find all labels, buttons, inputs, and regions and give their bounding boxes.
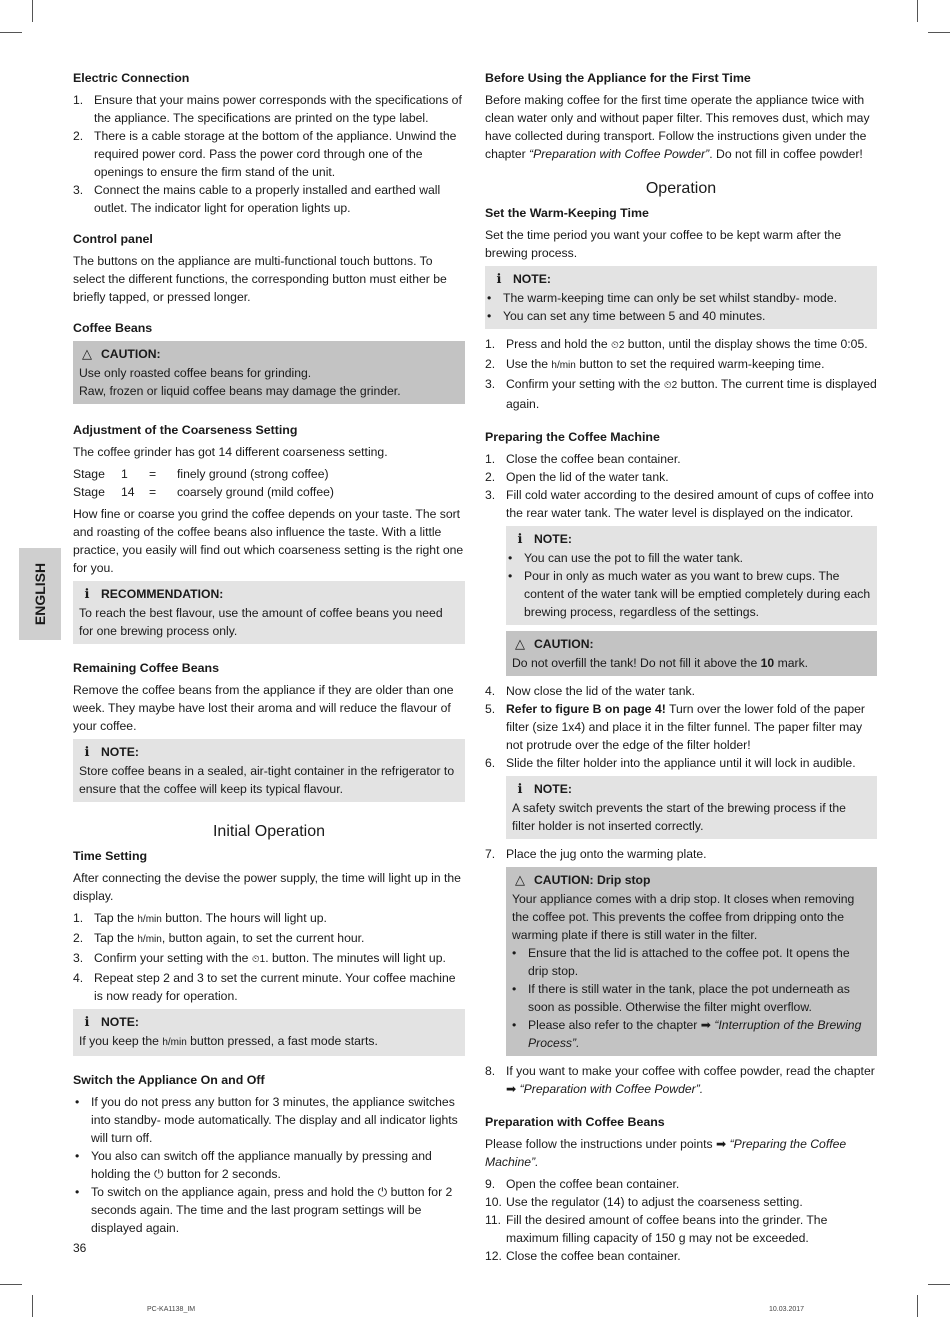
note-box: ℹ NOTE: Store coffee beans in a sealed, air-tight container in the refrigerator to ensure that the coffee will keep its typical flavour. [73, 739, 465, 802]
info-icon: ℹ [84, 1014, 90, 1029]
left-column: Electric Connection 1. Ensure that your mains power corresponds with the specifications of the appliance. The specifications are printed on the type label. 2. There is a cable storage at the bottom of the appliance. Unwind the required power cord. Pass the power cord through one of the openings to ensure the firm stand of the unit. 3. Connect the mains cable to a properly installed and earthed wall outlet. The indicator light for operation lights up. Control panel The buttons on the appliance are multi-functional touch buttons. To select the different functions, the corresponding button must either be briefly tapped, or pressed longer. Coffee Beans △ CAUTION: Use only roasted coffee beans for grinding. Raw, frozen or liquid coffee beans may damage the grinder. Adjustment of the Coarseness Setting The coffee grinder has got 14 different coarseness setting. Stage 1 = finely ground (strong coffee) Stage 14 = coarsely ground (mild coffee) How fine or coarse you grind the coffee depends on your taste. The sort and roasting of the coffee beans also influence the taste. With a little practice, you easily will find out which coarseness setting is the right one for you. ℹ RECOMMENDATION: To reach the best flavour, use the amount of coffee beans you need for one brewing process only. Remaining Coffee Beans Remove the coffee beans from the appliance if they are older than one week. They maybe have lost their aroma and will reduce the flavour of your coffee. ℹ NOTE: Store coffee beans in a sealed, air-tight container in the refrigerator to ensure that the coffee will keep its typical flavour. Initial Operation Time Setting After connecting the devise the power supply, the time will light up in the display. 1. Tap the h/min button. The hours will light up. 2. Tap the h/min, button again, to set the current hour. 3. Confirm your setting with the ⏲1. button. The minutes will light up. 4. Repeat step 2 and 3 to set the current minute. Your coffee machine is now ready for operation. ℹ NOTE: If you keep the h/min button pressed, a fast mode starts. Switch the Appliance On and Off • If you do not press any button for 3 minutes, the appliance switches into standby- mode automatically. The display and all indicator lights will turn off. • You also can switch off the appliance manually by pressing and holding the ⏻ button for 2 seconds. • To switch on the appliance again, press and hold the ⏻ button for 2 seconds again. The time and the last program settings will be displayed again. [73, 70, 465, 1237]
coarse-title: Adjustment of the Coarseness Setting [73, 423, 298, 437]
list-item: 7. Place the jug onto the warming plate. [485, 847, 707, 861]
list-item: 12. Close the coffee bean container. [485, 1249, 681, 1263]
warning-icon: △ [515, 872, 525, 887]
list-item: 8. If you want to make your coffee with coffee powder, read the chapter ➡ “Preparation with Coffee Powder”. [485, 1064, 875, 1096]
info-icon: ℹ [84, 586, 90, 601]
power-icon: ⏻ [377, 1185, 388, 1199]
list-item: • You can set any time between 5 and 40 minutes. [485, 307, 871, 325]
list-item: 1. Tap the h/min button. The hours will light up. [73, 911, 327, 925]
time-setting-title: Time Setting [73, 849, 148, 863]
switch-title: Switch the Appliance On and Off [73, 1073, 265, 1087]
info-icon: ℹ [496, 271, 502, 286]
right-column: Before Using the Appliance for the First Time Before making coffee for the first time operate the appliance twice with clean water only and without paper filter. This removes dust, which may have collected during transport. Follow the instructions given under the chapter “Preparation with Coffee Powder”. Do not fill in coffee powder! Operation Set the Warm-Keeping Time Set the time period you want your coffee to be kept warm after the brewing process. ℹ NOTE: • The warm-keeping time can only be set whilst standby- mode. • You can set any time between 5 and 40 minutes. 1. Press and hold the ⏲2 button, until the display shows the time 0:05. 2. Use the h/min button to set the required warm-keeping time. 3. Confirm your setting with the ⏲2 button. The current time is displayed again. Preparing the Coffee Machine 1. Close the coffee bean container. 2. Open the lid of the water tank. 3. Fill cold water according to the desired amount of cups of coffee into the rear water tank. The water level is displayed on the indicator. ℹ NOTE: • You can use the pot to fill the water tank. • Pour in only as much water as you want to brew cups. The content of the water tank will be emptied completely during each brewing process, regardless of the settings. △ CAUTION: Do not overfill the tank! Do not fill it above the 10 mark. 4. Now close the lid of the water tank. 5. Refer to figure B on page 4! Turn over the lower fold of the paper filter (size 1x4) and place it in the filter funnel. The paper filter may not protrude over the edge of the filter holder! 6. Slide the filter holder into the appliance until it will lock in audible. ℹ NOTE: A safety switch prevents the start of the brewing process if the filter holder is not inserted correctly. 7. Place the jug onto the warming plate. △ CAUTION: Drip stop Your appliance comes with a drip stop. It closes when removing the coffee pot. This prevents the coffee from dripping onto the warming plate if there is still water in the filter. • Ensure that the lid is attached to the coffee pot. It opens the drip stop. • If there is still water in the tank, place the pot underneath as soon as possible. Otherwise the filter might overflow. • Please also refer to the chapter ➡ “Interruption of the Brewing Process”. 8. If you want to make your coffee with coffee powder, read the chapter ➡ “Preparation with Coffee Powder”. Preparation with Coffee Beans Please follow the instructions under points ➡ “Preparing the Coffee Machine”. 9. Open the coffee bean container. 10. Use the regulator (14) to adjust the coarseness setting. 11. Fill the desired amount of coffee beans into the grinder. The maximum filling capacity of 150 g may not be exceeded. 12. Close the coffee bean container. [485, 70, 877, 1265]
list-item: 3. Fill cold water according to the desired amount of cups of coffee into the rear water tank. The water level is displayed on the indicator. [485, 488, 874, 520]
control-title: Control panel [73, 232, 153, 246]
crop-mark [917, 0, 918, 22]
list-item: • Ensure that the lid is attached to the coffee pot. It opens the drip stop. [510, 944, 871, 980]
crop-mark [0, 32, 22, 33]
crop-mark [32, 0, 33, 22]
hour-minute-icon: h/min [162, 1037, 187, 1048]
control-text: The buttons on the appliance are multi-functional touch buttons. To select the different functions, the corresponding button must either be briefly tapped, or pressed longer. [73, 254, 447, 304]
section-title: Initial Operation [212, 823, 326, 840]
list-item: 3. Confirm your setting with the ⏲2 button. The current time is displayed again. [485, 377, 877, 411]
language-tab [19, 548, 61, 640]
note-box: ℹ NOTE: If you keep the h/min button pressed, a fast mode starts. [73, 1009, 465, 1056]
warning-icon: △ [82, 346, 92, 361]
list-item: • If there is still water in the tank, place the pot underneath as soon as possible. Otherwise the filter might overflow. [510, 980, 871, 1016]
list-item: 3. Confirm your setting with the ⏲1. button. The minutes will light up. [73, 951, 446, 965]
list-item: • Please also refer to the chapter ➡ “Interruption of the Brewing Process”. [510, 1016, 871, 1052]
note-box: ℹ NOTE: A safety switch prevents the start of the brewing process if the filter holder is not inserted correctly. [506, 776, 877, 839]
list-item: 1. Close the coffee bean container. [485, 452, 681, 466]
list-item: • You can use the pot to fill the water tank. [506, 549, 871, 567]
switch-list [73, 1093, 465, 1237]
warning-icon: △ [515, 636, 525, 651]
info-icon: ℹ [84, 744, 90, 759]
list-item: 6. Slide the filter holder into the appliance until it will lock in audible. [485, 756, 856, 770]
caution-box: △ CAUTION: Do not overfill the tank! Do not fill it above the 10 mark. [506, 631, 877, 676]
stage-row: Stage 1 = finely ground (strong coffee) [73, 467, 329, 481]
section-title: Operation [645, 180, 717, 197]
note-box: ℹ NOTE: • The warm-keeping time can only be set whilst standby- mode. • You can set any time between 5 and 40 minutes. [485, 266, 877, 329]
timer-icon: ⏲1 [251, 954, 266, 965]
list-item: 4. Now close the lid of the water tank. [485, 684, 696, 698]
page-number: 36 [73, 1241, 87, 1255]
list-item: 2. Use the h/min button to set the required warm-keeping time. [485, 357, 825, 371]
list-item: 2. Open the lid of the water tank. [485, 470, 669, 484]
stage-table [73, 465, 465, 501]
power-icon: ⏻ [154, 1167, 164, 1181]
list-item: 1. Ensure that your mains power corresponds with the specifications of the appliance. The specifications are printed on the type label. [73, 93, 462, 125]
preparing-title: Preparing the Coffee Machine [485, 430, 660, 444]
list-item: 11. Fill the desired amount of coffee beans into the grinder. The maximum filling capacity of 150 g may not be exceeded. [485, 1213, 828, 1245]
list-item: 2. Tap the h/min, button again, to set the current hour. [73, 931, 365, 945]
list-item: • You also can switch off the appliance manually by pressing and holding the ⏻ button for 2 seconds. [73, 1147, 465, 1183]
timer-icon: ⏲2 [611, 340, 625, 351]
footer-date: 10.03.2017 [769, 1306, 805, 1313]
list-item: 9. Open the coffee bean container. [485, 1177, 680, 1191]
list-item: • If you do not press any button for 3 minutes, the appliance switches into standby- mode automatically. The display and all indicator lights will turn off. [73, 1093, 465, 1147]
warm-keeping-title: Set the Warm-Keeping Time [485, 206, 649, 220]
list-item: 1. Press and hold the ⏲2 button, until the display shows the time 0:05. [485, 337, 868, 351]
timer-icon: ⏲2 [663, 380, 678, 391]
language-label: ENGLISH [32, 562, 49, 626]
info-icon: ℹ [517, 531, 523, 546]
caution-box: △ CAUTION: Use only roasted coffee beans for grinding. Raw, frozen or liquid coffee beans may damage the grinder. [73, 341, 465, 404]
warm-steps [485, 335, 877, 413]
list-item: • To switch on the appliance again, press and hold the ⏻ button for 2 seconds again. The time and the last program settings will be displayed again. [73, 1183, 465, 1237]
crop-mark [928, 1284, 950, 1285]
caution-box: △ CAUTION: Drip stop Your appliance comes with a drip stop. It closes when removing the coffee pot. This prevents the coffee from dripping onto the warming plate if there is still water in the filter. • Ensure that the lid is attached to the coffee pot. It opens the drip stop. • If there is still water in the tank, place the pot underneath as soon as possible. Otherwise the filter might overflow. • Please also refer to the chapter ➡ “Interruption of the Brewing Process”. [506, 867, 877, 1056]
hour-minute-icon: h/min [137, 934, 162, 945]
crop-mark [928, 32, 950, 33]
footer-code: PC-KA1138_IM [147, 1306, 196, 1313]
remaining-title: Remaining Coffee Beans [73, 661, 219, 675]
electric-title: Electric Connection [73, 71, 190, 85]
crop-mark [32, 1295, 33, 1317]
list-item: 10. Use the regulator (14) to adjust the coarseness setting. [485, 1195, 803, 1209]
hour-minute-icon: h/min [551, 360, 576, 371]
list-item: 4. Repeat step 2 and 3 to set the current minute. Your coffee machine is now ready for operation. [73, 971, 456, 1003]
hour-minute-icon: h/min [137, 914, 162, 925]
beans-title: Coffee Beans [73, 321, 153, 335]
time-steps [73, 909, 465, 1005]
list-item: 2. There is a cable storage at the bottom of the appliance. Unwind the required power cord. Pass the power cord through one of the openings to ensure the firm stand of the unit. [73, 129, 457, 179]
first-use-title: Before Using the Appliance for the First Time [485, 71, 751, 85]
crop-mark [917, 1295, 918, 1317]
recommendation-box: ℹ RECOMMENDATION: To reach the best flavour, use the amount of coffee beans you need for one brewing process only. [73, 581, 465, 644]
info-icon: ℹ [517, 781, 523, 796]
electric-list [73, 91, 465, 217]
beans-prep-title: Preparation with Coffee Beans [485, 1115, 665, 1129]
list-item: • Pour in only as much water as you want to brew cups. The content of the water tank will be emptied completely during each brewing process, regardless of the settings. [506, 567, 871, 621]
crop-mark [0, 1284, 22, 1285]
list-item: • The warm-keeping time can only be set whilst standby- mode. [485, 289, 871, 307]
stage-row: Stage 14 = coarsely ground (mild coffee) [73, 485, 334, 499]
list-item: 3. Connect the mains cable to a properly installed and earthed wall outlet. The indicator light for operation lights up. [73, 183, 441, 215]
list-item: 5. Refer to figure B on page 4! Turn over the lower fold of the paper filter (size 1x4) and place it in the filter funnel. The paper filter may not protrude over the edge of the filter holder! [485, 702, 865, 752]
note-box: ℹ NOTE: • You can use the pot to fill the water tank. • Pour in only as much water as you want to brew cups. The content of the water tank will be emptied completely during each brewing process, regardless of the settings. [506, 526, 877, 625]
